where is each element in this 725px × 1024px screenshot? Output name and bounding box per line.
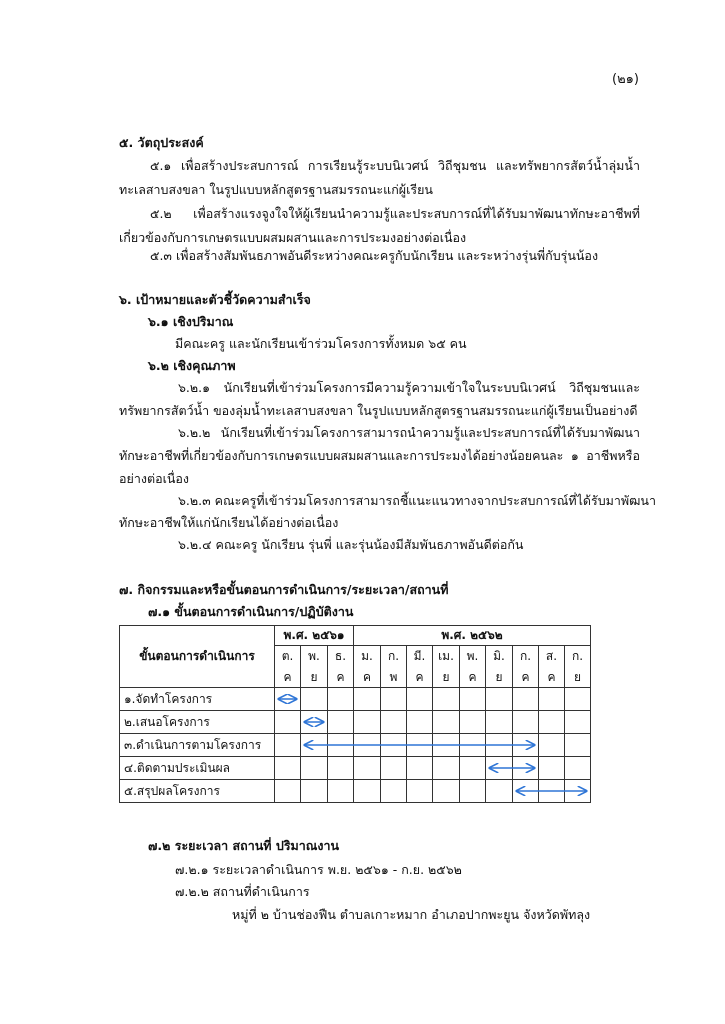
month-header-bottom: ค bbox=[354, 667, 381, 688]
month-header-top: มี. bbox=[407, 646, 433, 668]
objective-1-line-1: ๕.๑ เพื่อสร้างประสบการณ์ การเรียนรู้ระบบนิเวศน์ วิถีชุมชน และทรัพยากรสัตว์น้ำลุ่มน้ำ bbox=[150, 158, 640, 173]
year-2561-header: พ.ศ. ๒๕๖๑ bbox=[275, 626, 354, 646]
quality-item-2-line-2: ทักษะอาชีพที่เกี่ยวข้องกับการเกษตรแบบผสมผสานและการประมงได้อย่างน้อยคนละ ๑ อาชีพหรือ bbox=[119, 448, 640, 463]
steps-column-header: ขั้นตอนการดำเนินการ bbox=[120, 626, 275, 688]
objective-1-line-2: ทะเลสาบสงขลา ในรูปแบบหลักสูตรฐานสมรรถนะแก่ผู้เรียน bbox=[119, 182, 433, 197]
quality-item-4: ๖.๒.๔ คณะครู นักเรียน รุ่นพี่ และรุ่นน้องมีสัมพันธภาพอันดีต่อกัน bbox=[178, 537, 524, 552]
month-header-bottom: ค bbox=[513, 667, 539, 688]
month-header-bottom: ค bbox=[407, 667, 433, 688]
quantity-heading: ๖.๑ เชิงปริมาณ bbox=[148, 314, 234, 329]
section-6-heading: ๖. เป้าหมายและตัวชี้วัดความสำเร็จ bbox=[119, 292, 311, 307]
quality-item-1-line-2: ทรัพยากรสัตว์น้ำ ของลุ่มน้ำทะเลสาบสงขลา ในรูปแบบหลักสูตรฐานสมรรถนะแก่ผู้เรียนเป็นอย่างดี bbox=[119, 403, 638, 418]
location-text: หมู่ที่ ๒ บ้านช่องฟืน ตำบลเกาะหมาก อำเภอปากพะยูน จังหวัดพัทลุง bbox=[232, 907, 591, 922]
quality-item-2-line-3: อย่างต่อเนื่อง bbox=[119, 471, 190, 486]
section-5-heading: ๕. วัตถุประสงค์ bbox=[119, 135, 204, 150]
year-2562-header: พ.ศ. ๒๕๖๒ bbox=[354, 626, 591, 646]
step-label: ๑.จัดทำโครงการ bbox=[120, 688, 275, 711]
month-header-bottom: ย bbox=[433, 667, 460, 688]
month-header-top: พ. bbox=[460, 646, 486, 668]
month-header-bottom: ค bbox=[328, 667, 354, 688]
month-header-top: ก. bbox=[513, 646, 539, 668]
month-header-top: ต. bbox=[275, 646, 301, 668]
duration-text: ๗.๒.๑ ระยะเวลาดำเนินการ พ.ย. ๒๕๖๑ - ก.ย. ๒๕๖๒ bbox=[175, 862, 462, 877]
month-header-top: ม. bbox=[354, 646, 381, 668]
section-7-heading: ๗. กิจกรรมและหรือขั้นตอนการดำเนินการ/ระยะเวลา/สถานที่ bbox=[119, 582, 449, 597]
step-label: ๓.ดำเนินการตามโครงการ bbox=[120, 734, 275, 757]
duration-location-heading: ๗.๒ ระยะเวลา สถานที่ ปริมาณงาน bbox=[148, 838, 340, 853]
objective-2-line-1: ๕.๒ เพื่อสร้างแรงจูงใจให้ผู้เรียนนำความรู้และประสบการณ์ที่ได้รับมาพัฒนาทักษะอาชีพที่ bbox=[150, 206, 640, 221]
month-header-bottom: ค bbox=[275, 667, 301, 688]
month-header-top: พ. bbox=[301, 646, 328, 668]
month-header-top: ก. bbox=[381, 646, 407, 668]
month-header-top: ก. bbox=[565, 646, 591, 668]
step-label: ๕.สรุปผลโครงการ bbox=[120, 780, 275, 803]
month-header-top: เม. bbox=[433, 646, 460, 668]
location-heading: ๗.๒.๒ สถานที่ดำเนินการ bbox=[175, 884, 310, 899]
quality-item-1-line-1: ๖.๒.๑ นักเรียนที่เข้าร่วมโครงการมีความรู้ความเข้าใจในระบบนิเวศน์ วิถีชุมชนและ bbox=[178, 380, 640, 395]
page-number: (๒๑) bbox=[612, 72, 639, 87]
month-header-bottom: ย bbox=[565, 667, 591, 688]
month-header-bottom: ค bbox=[460, 667, 486, 688]
month-header-bottom: ย bbox=[486, 667, 513, 688]
month-header-bottom: ค bbox=[539, 667, 565, 688]
objective-2-line-2: เกี่ยวข้องกับการเกษตรแบบผสมผสานและการประมงอย่างต่อเนื่อง bbox=[119, 230, 467, 245]
quantity-text: มีคณะครู และนักเรียนเข้าร่วมโครงการทั้งหมด ๖๕ คน bbox=[175, 336, 467, 351]
quality-item-3-line-1: ๖.๒.๓ คณะครูที่เข้าร่วมโครงการสามารถชี้แนะแนวทางจากประสบการณ์ที่ได้รับมาพัฒนา bbox=[178, 493, 656, 508]
month-header-bottom: พ bbox=[381, 667, 407, 688]
quality-item-3-line-2: ทักษะอาชีพให้แก่นักเรียนได้อย่างต่อเนื่อง bbox=[119, 515, 339, 530]
quality-heading: ๖.๒ เชิงคุณภาพ bbox=[148, 358, 236, 373]
quality-item-2-line-1: ๖.๒.๒ นักเรียนที่เข้าร่วมโครงการสามารถนำความรู้และประสบการณ์ที่ได้รับมาพัฒนา bbox=[178, 425, 640, 440]
steps-heading: ๗.๑ ขั้นตอนการดำเนินการ/ปฏิบัติงาน bbox=[148, 604, 354, 619]
month-header-top: มิ. bbox=[486, 646, 513, 668]
month-header-top: ธ. bbox=[328, 646, 354, 668]
objective-3: ๕.๓ เพื่อสร้างสัมพันธภาพอันดีระหว่างคณะครูกับนักเรียน และระหว่างรุ่นพี่กับรุ่นน้อง bbox=[150, 248, 599, 263]
step-label: ๒.เสนอโครงการ bbox=[120, 711, 275, 734]
month-header-bottom: ย bbox=[301, 667, 328, 688]
month-header-top: ส. bbox=[539, 646, 565, 668]
step-label: ๔.ติดตามประเมินผล bbox=[120, 757, 275, 780]
